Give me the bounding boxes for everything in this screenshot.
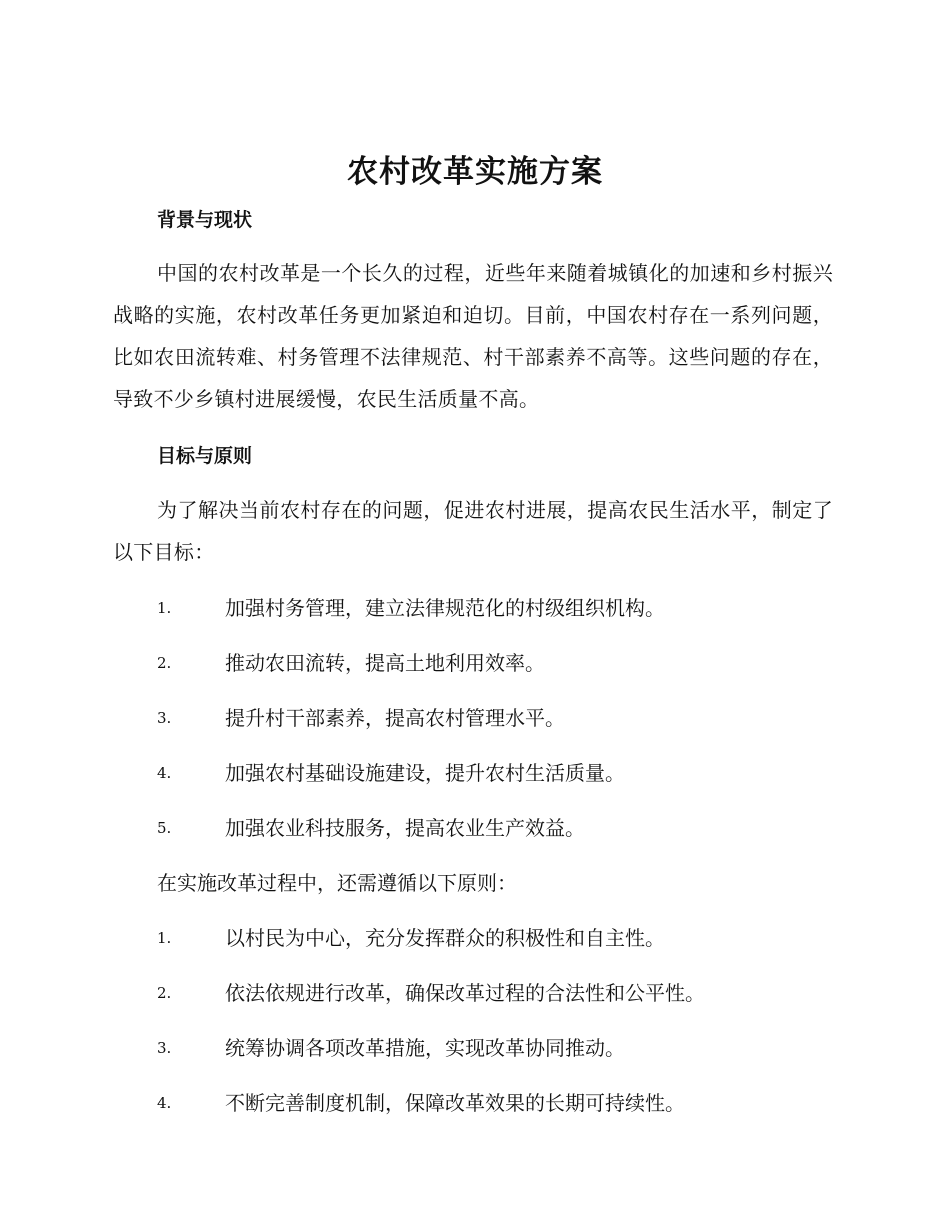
goal-list-item: [157, 703, 837, 733]
list-number: 1.: [157, 599, 172, 617]
list-number: 2.: [157, 654, 172, 672]
list-number: 2.: [157, 984, 172, 1002]
document-title: 农村改革实施方案: [347, 154, 603, 190]
goal-list-item: [157, 758, 837, 788]
principle-list-item: [157, 923, 837, 953]
section-heading-goals: 目标与原则: [157, 445, 253, 467]
goal-list-item: [157, 648, 837, 678]
section-heading-background: 背景与现状: [157, 209, 253, 231]
list-text: 不断完善制度机制，保障改革效果的长期可持续性。: [225, 1091, 685, 1115]
list-number: 5.: [157, 819, 172, 837]
principle-list-item: [157, 978, 837, 1008]
list-text: 提升村干部素养，提高农村管理水平。: [225, 706, 565, 730]
list-number: 3.: [157, 709, 172, 727]
principle-list-item: [157, 1088, 837, 1118]
list-number: 4.: [157, 1094, 172, 1112]
goal-list-item: [157, 593, 837, 623]
goals-intro-paragraph: 为了解决当前农村存在的问题，促进农村进展，提高农民生活水平，制定了以下目标：: [113, 498, 833, 564]
list-number: 1.: [157, 929, 172, 947]
list-text: 以村民为中心，充分发挥群众的积极性和自主性。: [225, 926, 665, 950]
list-text: 加强农村基础设施建设，提升农村生活质量。: [225, 761, 625, 785]
list-text: 推动农田流转，提高土地利用效率。: [225, 651, 545, 675]
list-text: 依法依规进行改革，确保改革过程的合法性和公平性。: [225, 981, 705, 1005]
principles-intro: 在实施改革过程中，还需遵循以下原则：: [157, 871, 517, 895]
background-paragraph: 中国的农村改革是一个长久的过程，近些年来随着城镇化的加速和乡村振兴战略的实施，农村改革任务更加紧迫和迫切。目前，中国农村存在一系列问题，比如农田流转难、村务管理不法律规范、村干部素养不高等。这些问题的存在，导致不少乡镇村进展缓慢，农民生活质量不高。: [113, 261, 833, 411]
list-text: 统筹协调各项改革措施，实现改革协同推动。: [225, 1036, 625, 1060]
list-text: 加强农业科技服务，提高农业生产效益。: [225, 816, 585, 840]
list-number: 4.: [157, 764, 172, 782]
list-text: 加强村务管理，建立法律规范化的村级组织机构。: [225, 596, 665, 620]
goal-list-item: [157, 813, 837, 843]
principle-list-item: [157, 1033, 837, 1063]
list-number: 3.: [157, 1039, 172, 1057]
